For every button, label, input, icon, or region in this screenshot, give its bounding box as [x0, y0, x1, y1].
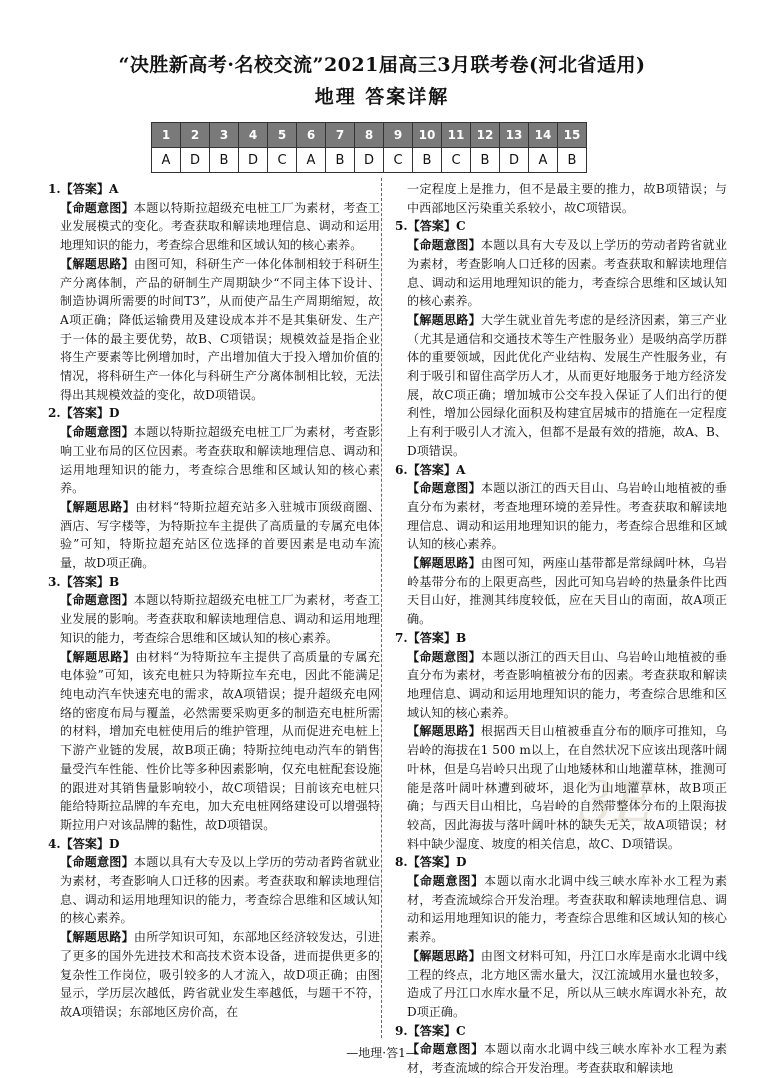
paragraph-text: 一定程度上是推力，但不是最主要的推力，故B项错误；与中西部地区污染重关系较小，故C项错误。	[407, 182, 727, 215]
answer-cell: A	[152, 148, 181, 173]
answer-item	[395, 853, 727, 1021]
explanation-paragraph	[48, 423, 380, 498]
answer-cell: D	[355, 148, 384, 173]
answer-item	[48, 180, 380, 404]
explanation-paragraph	[395, 180, 727, 217]
paragraph-text: 本题以南水北调中线三峡水库补水工程为素材，考查流域的综合开发治理。考查获取和解读地	[407, 1042, 727, 1076]
right-column	[395, 180, 727, 1078]
paragraph-text: 本题以特斯拉超级充电桩工厂为素材，考查工业发展的影响。考查获取和解读地理信息、调动和运用地理知识的能力，考查综合思维和区域认知的核心素养。	[60, 593, 380, 645]
paragraph-text: 由图可知，两座山基带都是常绿阔叶林，乌岩岭基带分布的上限更高些，因此可知乌岩岭的热量条件比西天目山好，推测其纬度较低，应在天目山的南面，故A项正确。	[407, 556, 727, 627]
question-number: 5.	[395, 219, 408, 234]
explanation-paragraph	[48, 591, 380, 647]
section-tag: 【解题思路】	[407, 556, 481, 571]
watermark-logo: 3E	[578, 770, 655, 835]
document-title: “决胜新高考·名校交流”2021届高三3月联考卷(河北省适用)	[118, 54, 646, 76]
answer-cell: A	[529, 148, 558, 173]
explanation-paragraph	[395, 311, 727, 461]
column-divider	[381, 178, 382, 1038]
section-tag: 【命题意图】	[407, 238, 481, 253]
explanation-paragraph	[48, 255, 380, 405]
explanation-paragraph	[395, 872, 727, 947]
question-number-cell: 11	[442, 123, 471, 148]
question-number-cell: 4	[239, 123, 268, 148]
section-tag: 【命题意图】	[60, 855, 134, 870]
answer-cell: B	[413, 148, 442, 173]
answer-heading	[395, 461, 727, 480]
section-tag: 【解题思路】	[60, 256, 134, 271]
question-number-cell: 15	[558, 123, 587, 148]
answer-label: 【答案】C	[407, 1023, 466, 1038]
explanation-paragraph	[395, 722, 727, 853]
answer-heading	[48, 404, 380, 423]
answer-item	[48, 573, 380, 835]
section-tag: 【命题意图】	[407, 874, 484, 889]
paragraph-text: 本题以具有大专及以上学历的劳动者跨省就业为素材，考查影响人口迁移的因素。考查获取和解读地理信息、调动和运用地理知识的能力，考查综合思维和区域认知的核心素养。	[407, 238, 727, 309]
question-number-cell: 2	[181, 123, 210, 148]
explanation-paragraph	[48, 928, 380, 1022]
explanation-paragraph	[48, 853, 380, 928]
answer-cell: C	[384, 148, 413, 173]
answer-label: 【答案】B	[60, 574, 120, 589]
answer-cell: C	[442, 148, 471, 173]
answer-cell: B	[210, 148, 239, 173]
answer-item	[395, 461, 727, 629]
explanation-paragraph	[48, 199, 380, 255]
section-tag: 【解题思路】	[60, 649, 136, 664]
answer-table	[151, 122, 587, 173]
answer-cell: B	[326, 148, 355, 173]
paragraph-text: 由材料“特斯拉超充站多入驻城市顶级商圈、酒店、写字楼等，为特斯拉车主提供了高质量的专属充电体验”可知，特斯拉超充站区位选择的首要因素是电动车流量，故D项正确。	[60, 499, 380, 571]
section-tag: 【命题意图】	[407, 649, 481, 664]
section-tag: 【解题思路】	[60, 499, 136, 514]
section-tag: 【命题意图】	[407, 1042, 484, 1057]
paragraph-text: 本题以浙江的西天目山、乌岩岭山地植被的垂直分布为素材，考查影响植被分布的因素。考查获取和解读地理信息、调动和运用地理知识的能力，考查综合思维和区域认知的核心素养。	[407, 649, 727, 720]
question-number: 2.	[48, 406, 61, 421]
paragraph-text: 由图文材料可知，丹江口水库是南水北调中线工程的终点，北方地区需水量大，汉江流域用水量也较多，造成了丹江口水库水量不足，所以从三峡水库调水补充，故D项正确。	[407, 948, 727, 1019]
answer-label: 【答案】C	[407, 219, 466, 234]
question-number-cell: 3	[210, 123, 239, 148]
answer-cell: A	[297, 148, 326, 173]
paragraph-text: 由材料“为特斯拉车主提供了高质量的专属充电体验”可知，该充电桩只为特斯拉车充电，因此不能满足纯电动汽车快速充电的需求，故A项错误；提升超级充电网络的密度布局与覆盖，必然需要采购更多的制造充电桩所需的材料，增加充电桩使用后的维护管理，从而促进充电桩上下游产业链的发展，故B项正确；特斯拉纯电动汽车的销售量受汽车性能、性价比等多种因素影响，仅充电桩配套设施的跟进对其销售量影响较小，故C项错误；目前该充电桩只能给特斯拉品牌的车充电，加大充电桩网络建设可以增强特斯拉用户对该品牌的黏性，故D项错误。	[60, 649, 380, 832]
question-number: 4.	[48, 836, 61, 851]
explanation-paragraph	[395, 236, 727, 311]
answer-label: 【答案】A	[407, 462, 466, 477]
question-number: 7.	[395, 630, 408, 645]
answer-item	[48, 835, 380, 1022]
question-number: 3.	[48, 574, 61, 589]
answer-heading	[48, 180, 380, 199]
answer-label: 【答案】D	[407, 855, 467, 870]
answer-table-number-row	[152, 123, 587, 148]
section-tag: 【命题意图】	[60, 200, 134, 215]
question-number-cell: 6	[297, 123, 326, 148]
answer-item	[395, 180, 727, 217]
answer-table-answer-row	[152, 148, 587, 173]
answer-heading	[395, 853, 727, 872]
paragraph-text: 由图可知，科研生产一体化体制相较于科研生产分离体制，产品的研制生产周期缺少“不同主体下设计、制造协调所需要的时间T3”，从而使产品生产周期缩短，故A项正确；降低运输费用及建设成本并不是其集研发、生产于一体的最主要优势，故B、C项错误；规模效益是指企业将生产要素等比例增加时，产出增加值大于投入增加价值的情况，将科研生产一体化与科研生产分离体制相比较，无法得出其规模效益的变化，故D项错误。	[60, 256, 380, 402]
question-number: 6.	[395, 462, 408, 477]
question-number-cell: 12	[471, 123, 500, 148]
explanation-paragraph	[395, 947, 727, 1022]
section-tag: 【命题意图】	[60, 425, 134, 440]
document-subtitle: 地理 答案详解	[314, 86, 450, 108]
left-column	[48, 180, 380, 1022]
question-number-cell: 9	[384, 123, 413, 148]
question-number: 1.	[48, 182, 61, 196]
answer-cell: D	[500, 148, 529, 173]
explanation-paragraph	[48, 498, 380, 573]
paragraph-text: 由所学知识可知，东部地区经济较发达，引进了更多的国外先进技术和高技术资本设备，进而提供更多的复杂性工作岗位，吸引较多的人才流入，故D项正确；由图显示，学历层次越低，跨省就业发生率越低，与题干不符，故A项错误；东部地区房价高，在	[60, 930, 380, 1019]
answer-cell: B	[471, 148, 500, 173]
question-number: 9.	[395, 1023, 408, 1038]
question-number-cell: 14	[529, 123, 558, 148]
answer-cell: D	[239, 148, 268, 173]
answer-item	[48, 404, 380, 572]
paragraph-text: 根据西天目山植被垂直分布的顺序可推知，乌岩岭的海拔在1 500 m以上，在自然状况下应该出现落叶阔叶林，但是乌岩岭只出现了山地矮林和山地灌草林，推测可能是落叶阔叶林遭到破坏，退化为山地灌草林，故B项正确；与西天目山相比，乌岩岭的自然带整体分布的上限海拔较高，因此海拔与落叶阔叶林的缺失无关，故A项错误；材料中缺少湿度、坡度的相关信息，故C、D项错误。	[407, 724, 727, 851]
section-tag: 【解题思路】	[60, 930, 134, 945]
answer-heading	[395, 1022, 727, 1041]
question-number-cell: 7	[326, 123, 355, 148]
answer-cell: B	[558, 148, 587, 173]
paragraph-text: 本题以特斯拉超级充电桩工厂为素材，考查影响工业布局的区位因素。考查获取和解读地理信息、调动和运用地理知识的能力，考查综合思维和区域认知的核心素养。	[60, 425, 380, 496]
answer-label: 【答案】A	[60, 182, 119, 196]
question-number-cell: 10	[413, 123, 442, 148]
question-number: 8.	[395, 855, 408, 870]
answer-label: 【答案】D	[60, 836, 120, 851]
answer-item	[395, 629, 727, 853]
paragraph-text: 本题以南水北调中线三峡水库补水工程为素材，考查流域综合开发治理。考查获取和解读地理信息、调动和运用地理知识的能力，考查综合思维和区域认知的核心素养。	[407, 874, 727, 945]
explanation-paragraph	[395, 554, 727, 629]
question-number-cell: 1	[152, 123, 181, 148]
answer-cell: D	[181, 148, 210, 173]
answer-label: 【答案】B	[407, 630, 467, 645]
answer-heading	[48, 573, 380, 592]
answer-label: 【答案】D	[60, 406, 120, 421]
answer-heading	[395, 217, 727, 236]
answer-heading	[395, 629, 727, 648]
question-number-cell: 13	[500, 123, 529, 148]
answer-cell: C	[268, 148, 297, 173]
section-tag: 【命题意图】	[60, 593, 134, 608]
page-footer: —地理·答1—	[346, 1046, 418, 1060]
answer-heading	[48, 835, 380, 854]
section-tag: 【解题思路】	[407, 312, 481, 327]
answer-item	[395, 217, 727, 460]
paragraph-text: 本题以特斯拉超级充电桩工厂为素材，考查工业发展模式的变化。考查获取和解读地理信息、调动和运用地理知识的能力，考查综合思维和区域认知的核心素养。	[60, 200, 380, 253]
section-tag: 【解题思路】	[407, 948, 481, 963]
explanation-paragraph	[395, 648, 727, 723]
section-tag: 【命题意图】	[407, 481, 481, 496]
question-number-cell: 5	[268, 123, 297, 148]
explanation-paragraph	[48, 648, 380, 835]
paragraph-text: 本题以具有大专及以上学历的劳动者跨省就业为素材，考查影响人口迁移的因素。考查获取和解读地理信息、调动和运用地理知识的能力，考查综合思维和区域认知的核心素养。	[60, 855, 380, 926]
paragraph-text: 本题以浙江的西天目山、乌岩岭山地植被的垂直分布为素材，考查地理环境的差异性。考查获取和解读地理信息、调动和运用地理知识的能力，考查综合思维和区域认知的核心素养。	[407, 481, 727, 552]
question-number-cell: 8	[355, 123, 384, 148]
paragraph-text: 大学生就业首先考虑的是经济因素，第三产业（尤其是通信和交通技术等生产性服务业）是吸纳高学历群体的重要领域，因此优化产业结构、发展生产性服务业，有利于吸引和留住高学历人才，从而更好地服务于地方经济发展，故C项正确；增加城市公交车投入保证了人们出行的便利性，增加公园绿化面积及构建宜居城市的措施在一定程度上有利于吸引人才流入，但都不是最有效的措施，故A、B、D项错误。	[407, 312, 727, 458]
explanation-paragraph	[395, 479, 727, 554]
section-tag: 【解题思路】	[407, 724, 481, 739]
